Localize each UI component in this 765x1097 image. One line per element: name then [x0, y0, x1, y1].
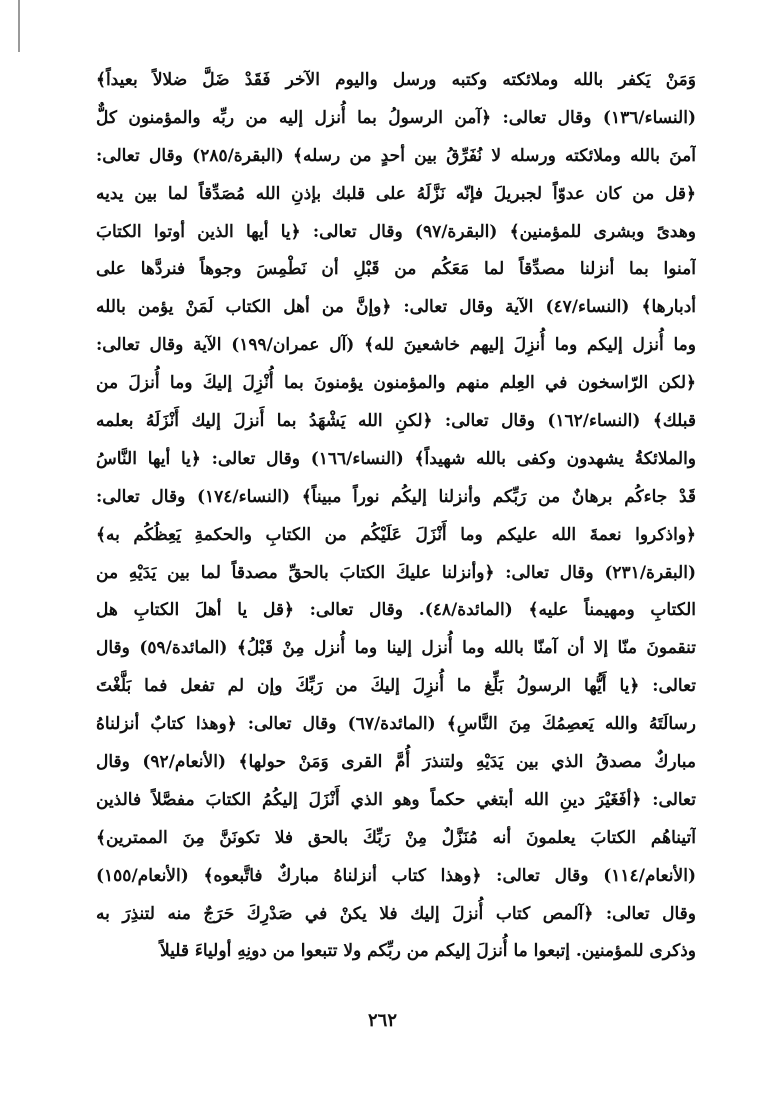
text-line: وَمَنْ يَكفر بالله وملائكته وكتبه ورسل واليوم الآخر فَقَدْ ضَلَّ ضلالاً بعيداً﴾ [96, 70, 696, 90]
text-line: آمنوا بما أنزلنا مصدِّقاً لما مَعَكُم من قَبْلِ أن نَطْمِسَ وجوهاً فنردَّها على [96, 259, 696, 280]
text-line: والملائكةُ يشهدون وكفى بالله شهيداً﴾ (النساء/١٦٦) وقال تعالى: ﴿يا أيها النَّاسُ [96, 448, 696, 469]
text-line: ﴿لكن الرّاسخون في العِلم منهم والمؤمنون يؤمنونَ بما أُنْزِلَ إليكَ وما أُنزلَ من [96, 373, 696, 394]
text-line: رسالَتَهُ والله يَعصِمُكَ مِنَ النَّاسِ﴾ (المائدة/٦٧) وقال تعالى: ﴿وهذا كتابٌ أنزلناهُ [96, 714, 696, 735]
arabic-text-block [96, 62, 696, 971]
page-number: ٢٦٢ [367, 1010, 397, 1031]
text-line: (الأنعام/١١٤) وقال تعالى: ﴿وهذا كتاب أنزلناهُ مباركٌ فاتَّبعوه﴾ (الأنعام/١٥٥) [96, 865, 696, 886]
text-line: مباركٌ مصدقُ الذي بين يَدَيْهِ ولتنذرَ أُمَّ القرى وَمَنْ حولها﴾ (الأنعام/٩٢) وقال [96, 752, 696, 773]
text-line: قَدْ جاءكُم برهانٌ من رَبِّكم وأنزلنا إليكُم نوراً مبيناً﴾ (النساء/١٧٤) وقال تعالى: [96, 486, 696, 507]
text-line: وقال تعالى: ﴿آلمص كتاب أُنزلَ إليك فلا يكنْ في صَدْرِكَ حَرَجٌ منه لتنذِرَ به [96, 903, 696, 924]
text-line: الكتابِ ومهيمناً عليه﴾ (المائدة/٤٨). وقال تعالى: ﴿قل يا أهلَ الكتابِ هل [96, 600, 696, 621]
text-line: (البقرة/٢٣١) وقال تعالى: ﴿وأنزلنا عليكَ الكتابَ بالحقِّ مصدقاً لما بين يَدَيْهِ من [96, 562, 696, 583]
text-line: وذكرى للمؤمنين. إتبعوا ما أُنزلَ إليكم من ربِّكم ولا تتبعوا من دونِهِ أولياءَ قليلاً [159, 941, 696, 962]
scan-edge-mark [18, 0, 20, 52]
text-line: أدبارها﴾ (النساء/٤٧) الآية وقال تعالى: ﴿وإنَّ من أهل الكتاب لَمَنْ يؤمن بالله [96, 297, 696, 318]
text-line: ﴿قل من كان عدوّاً لجبريلَ فإنّه نَزَّلَهُ على قلبك بإذنِ الله مُصَدِّقاً لما بين يديه [96, 183, 696, 204]
text-line: آمنَ بالله وملائكته ورسله لا نُفَرِّقُ بين أحدٍ من رسله﴾ (البقرة/٢٨٥) وقال تعالى: [96, 145, 696, 166]
text-line: ﴿واذكروا نعمةَ الله عليكم وما أَنْزَلَ عَلَيْكُم من الكتابِ والحكمةِ يَعِظُكُم به﴾ [96, 524, 696, 545]
text-line: وهدىً وبشرى للمؤمنين﴾ (البقرة/٩٧) وقال تعالى: ﴿يا أيها الذين أوتوا الكتابَ [96, 221, 696, 242]
text-line: تعالى: ﴿أفَغَيْرَ دينِ الله أبتغي حكماً وهو الذي أَنْزَلَ إليكُمُ الكتابَ مفصَّلاً فالذين [96, 789, 696, 810]
text-line: وما أُنزل إليكم وما أُنزِلَ إليهم خاشعينَ لله﴾ (آل عمران/١٩٩) الآية وقال تعالى: [96, 335, 696, 356]
text-line: (النساء/١٣٦) وقال تعالى: ﴿آمن الرسولُ بما أُنزل إليه من ربِّه والمؤمنون كلٌّ [96, 107, 696, 128]
text-line: قبلك﴾ (النساء/١٦٢) وقال تعالى: ﴿لكنِ الله يَشْهَدُ بما أَنزلَ إليك أَنْزَلَهُ بعلمه [96, 411, 696, 432]
text-line: آتيناهُم الكتابَ يعلمونَ أنه مُنَزَّلٌ مِنْ رَبِّكَ بالحق فلا تكونَنَّ مِنَ الممترين﴾ [96, 827, 696, 848]
text-line: تعالى: ﴿يا أَيُّها الرسولُ بَلِّغ ما أُنزِلَ إليكَ من رَبِّكَ وإن لم تفعل فما بَلَّغْتَ [96, 676, 696, 697]
text-line: تنقمونَ منّا إلا أن آمنّا بالله وما أُنزل إلينا وما أُنزل مِنْ قَبْلُ﴾ (المائدة/٥٩) وقال [96, 638, 696, 659]
